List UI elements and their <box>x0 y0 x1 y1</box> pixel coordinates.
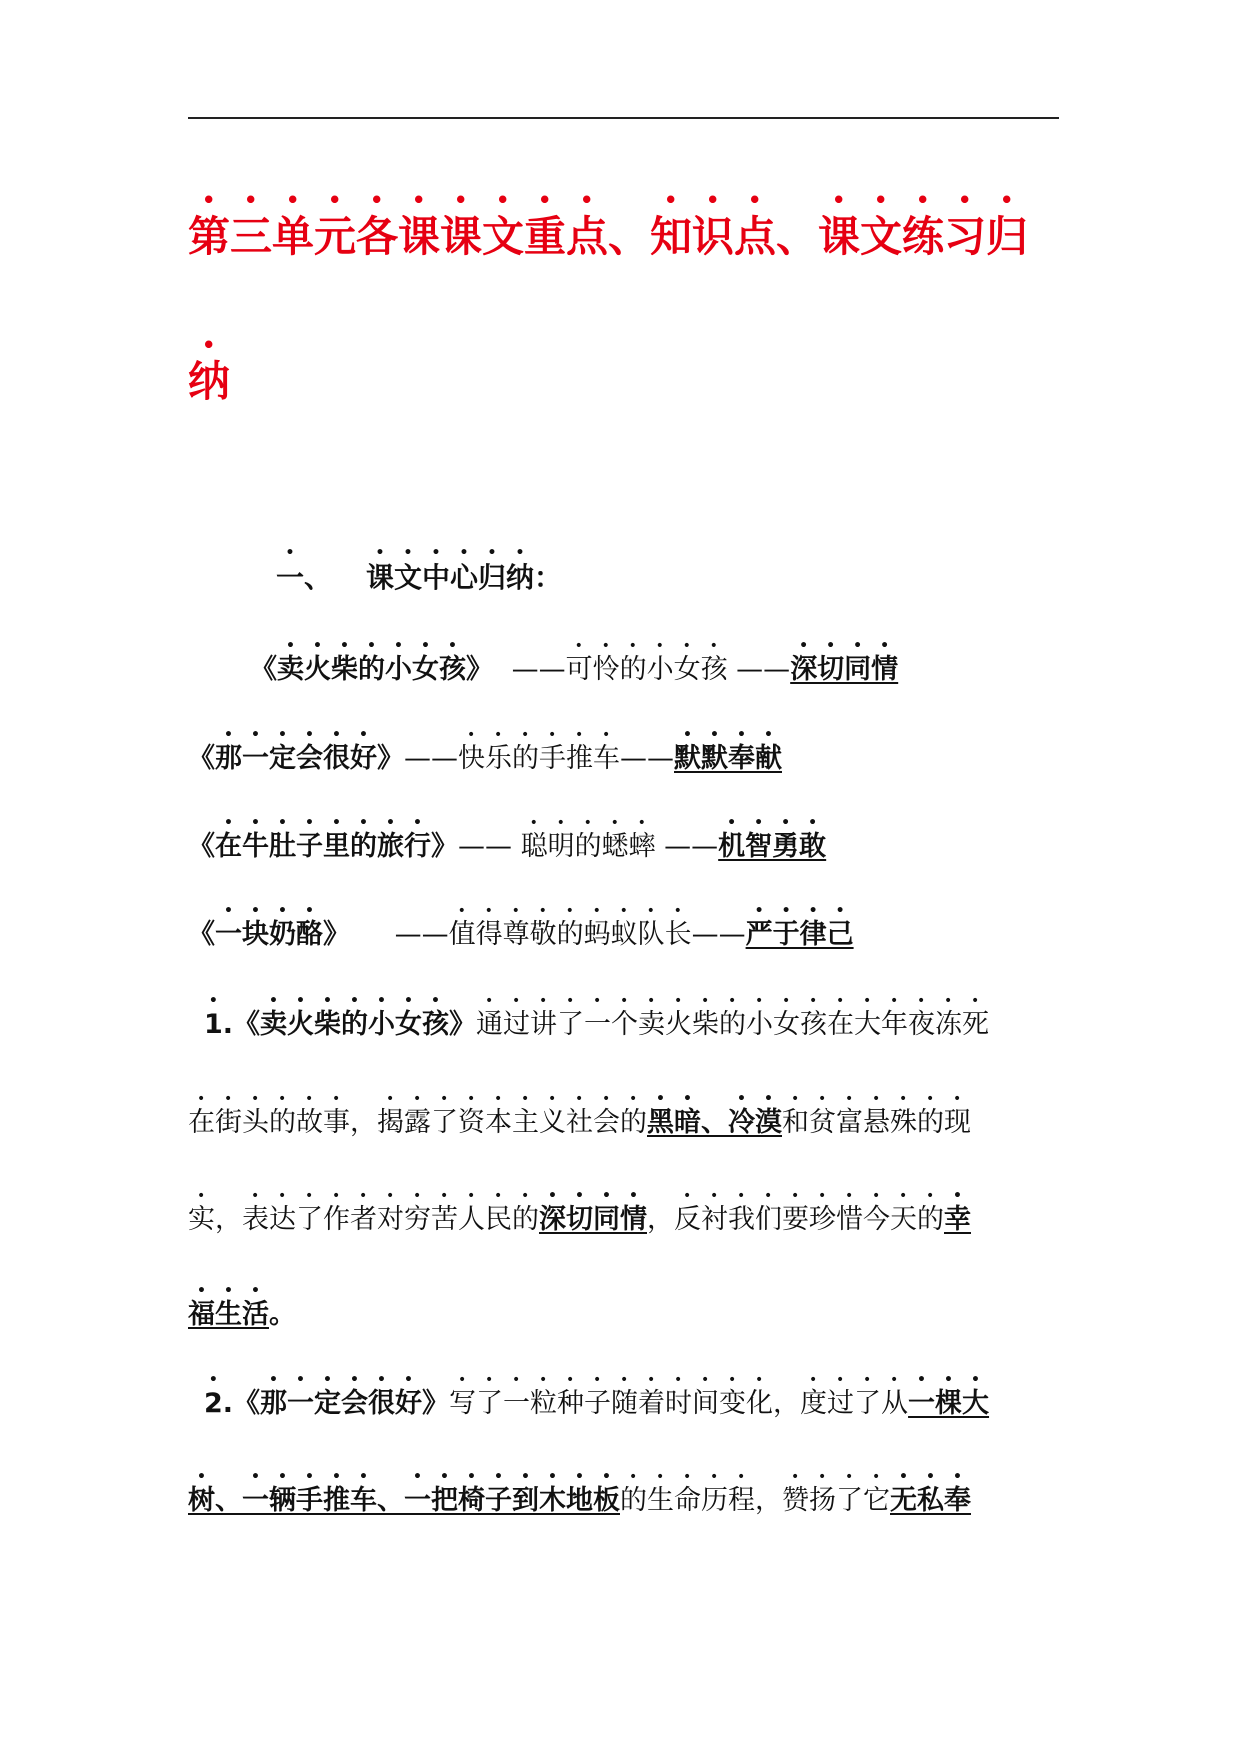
summary-book: 《一块奶酪》 <box>188 919 350 950</box>
summary-keyword: 深切同情 <box>790 654 899 685</box>
summary-row <box>188 727 782 774</box>
paragraph-keyword: 深切同情 <box>539 1204 647 1235</box>
paragraph-text: 。 <box>269 1299 296 1330</box>
paragraph-text: 实，表达了作者对穷苦人民的 <box>188 1204 539 1235</box>
paragraph-keyword: 一棵大 <box>908 1388 990 1419</box>
summary-desc: ——可怜的小女孩 —— <box>511 654 791 685</box>
paragraph-1-line-2 <box>188 1091 971 1138</box>
summary-desc: ——值得尊敬的蚂蚁队长—— <box>386 919 746 950</box>
paragraph-keyword: 无私奉 <box>890 1485 971 1516</box>
summary-book: 《在牛肚子里的旅行》 <box>188 831 458 862</box>
document-title-line-2: 纳 <box>188 357 231 406</box>
paragraph-keyword: 树、一辆手推车、一把椅子到木地板 <box>188 1485 620 1516</box>
summary-desc: ——快乐的手推车—— <box>404 743 674 774</box>
section-heading <box>276 545 562 594</box>
paragraph-text: 写了一粒种子随着时间变化，度过了从 <box>449 1388 909 1419</box>
paragraph-2-line-1 <box>204 1372 989 1419</box>
section-number: 一、 <box>276 561 333 594</box>
summary-row <box>188 903 854 950</box>
paragraph-number: 1. <box>204 1009 234 1040</box>
paragraph-1-line-3 <box>188 1188 971 1235</box>
header-rule <box>188 117 1059 119</box>
paragraph-text: 通过讲了一个卖火柴的小女孩在大年夜冻死 <box>476 1009 990 1040</box>
summary-keyword: 机智勇敢 <box>718 831 827 862</box>
paragraph-text: 的生命历程，赞扬了它 <box>620 1485 890 1516</box>
paragraph-2-line-2 <box>188 1469 971 1516</box>
summary-book: 《卖火柴的小女孩》 <box>250 654 493 685</box>
summary-keyword: 严于律己 <box>745 919 854 950</box>
summary-desc: —— 聪明的蟋蟀 —— <box>458 831 719 862</box>
document-title-line-1: 第三单元各课课文重点、知识点、课文练习归 <box>188 212 1029 261</box>
paragraph-keyword: 黑暗、冷漠 <box>647 1107 782 1138</box>
paragraph-1-line-4 <box>188 1283 296 1330</box>
paragraph-text: ，反衬我们要珍惜今天的 <box>647 1204 944 1235</box>
paragraph-text: 和贫富悬殊的现 <box>782 1107 971 1138</box>
paragraph-text: 在街头的故事，揭露了资本主义社会的 <box>188 1107 647 1138</box>
paragraph-book: 《那一定会很好》 <box>233 1388 450 1419</box>
paragraph-keyword: 幸 <box>944 1204 971 1235</box>
summary-keyword: 默默奉献 <box>674 743 782 774</box>
summary-book: 《那一定会很好》 <box>188 743 404 774</box>
section-heading-text: 课文中心归纳： <box>366 561 563 594</box>
paragraph-book: 《卖火柴的小女孩》 <box>233 1009 477 1040</box>
summary-row <box>250 638 898 685</box>
paragraph-1-line-1 <box>204 993 989 1040</box>
summary-row <box>188 815 826 862</box>
paragraph-keyword: 福生活 <box>188 1299 269 1330</box>
paragraph-number: 2. <box>204 1388 234 1419</box>
